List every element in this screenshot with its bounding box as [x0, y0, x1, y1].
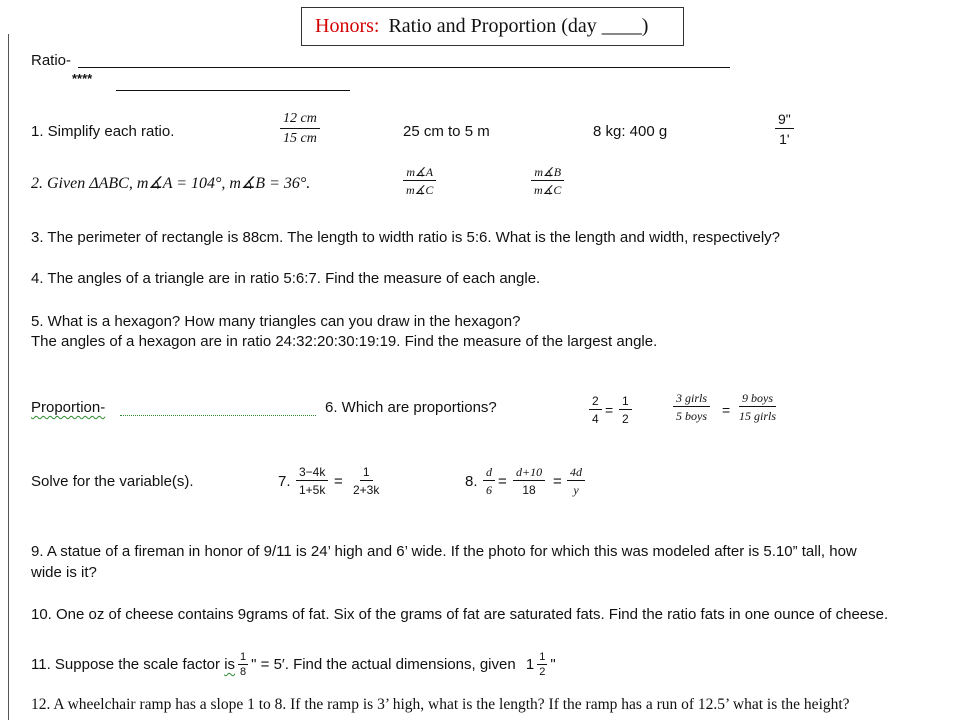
q2-a-numerator: m∡A [403, 166, 436, 181]
page-title: Ratio and Proportion (day ____) [388, 15, 649, 37]
q11-given-fraction [537, 652, 547, 678]
q8-equals-1: = [498, 473, 507, 490]
q8-equals-2: = [553, 473, 562, 490]
q11-frac2-num: 1 [539, 651, 546, 663]
q11-whole: 1 [525, 655, 535, 673]
q8-a-num: d [483, 466, 495, 481]
ratio-definition-blank [78, 67, 730, 68]
ratio-stars: **** [72, 71, 93, 86]
proportion-definition-blank [120, 415, 316, 416]
q8-b-num: d+10 [513, 466, 545, 481]
q7-number: 7. [278, 473, 291, 490]
q11-frac2-den: 2 [539, 666, 546, 678]
q11-prefix: 11. Suppose the scale factor [31, 655, 221, 673]
q7-left-fraction [296, 466, 328, 496]
q6-eq2-left-num: 3 girls [673, 392, 710, 407]
title-prefix: Honors: [315, 15, 380, 37]
q8-a-den: 6 [486, 483, 492, 497]
q1-fraction-a [280, 112, 320, 146]
q6-eq1-equals: = [605, 402, 614, 418]
q5-line1: 5. What is a hexagon? How many triangles can you draw in the hexagon? [31, 313, 521, 330]
q6-eq1-right [619, 395, 632, 425]
proportion-label: Proportion- [31, 399, 106, 416]
title-box [301, 7, 684, 46]
q1-fraction-d [775, 112, 794, 146]
q8-fraction-a [483, 466, 495, 496]
q12-text: 12. A wheelchair ramp has a slope 1 to 8. If the ramp is 3’ high, what is the length? If the ramp has a run of 12.5’ what is the height? [31, 696, 850, 713]
q6-eq2-equals: = [722, 402, 731, 418]
q11-is: is [224, 655, 236, 673]
ratio-note-blank [116, 90, 350, 91]
q7-right-fraction [350, 466, 382, 496]
q5-line2: The angles of a hexagon are in ratio 24:32:20:30:19:19. Find the measure of the largest angle. [31, 333, 658, 350]
q7-right-num: 1 [360, 466, 373, 481]
q1-text: 1. Simplify each ratio. [31, 123, 175, 140]
q2-text: 2. Given ΔABC, m∡A = 104°, m∡B = 36°. [31, 175, 311, 192]
q6-eq2-left-den: 5 boys [676, 409, 707, 423]
q1-a-denominator: 15 cm [283, 131, 317, 146]
q1-d-denominator: 1' [779, 131, 790, 147]
q6-eq1-left-den: 4 [592, 412, 599, 426]
q6-eq1-left-num: 2 [589, 395, 602, 410]
q3-text: 3. The perimeter of rectangle is 88cm. The length to width ratio is 5:6. What is the length and width, respectively? [31, 229, 781, 246]
q2-fraction-a [403, 166, 436, 196]
q8-c-num: 4d [567, 466, 585, 481]
q11-scale-fraction [238, 652, 248, 678]
q8-b-den: 18 [522, 483, 536, 497]
q9-line1: 9. A statue of a fireman in honor of 9/11 is 24’ high and 6’ wide. If the photo for which this was modeled after is 5.10” tall, how [31, 543, 857, 560]
q8-number: 8. [465, 473, 478, 490]
solve-label: Solve for the variable(s). [31, 473, 194, 490]
q2-fraction-b [531, 166, 564, 196]
q11-suffix: " [550, 655, 556, 673]
q6-eq2-right [736, 392, 779, 422]
q1-item-b: 25 cm to 5 m [403, 123, 490, 140]
q7-right-den: 2+3k [353, 483, 380, 497]
q7-equals: = [334, 473, 343, 490]
q7-left-num: 3−4k [296, 466, 328, 481]
q6-text: 6. Which are proportions? [325, 399, 497, 416]
q7-left-den: 1+5k [299, 483, 326, 497]
q6-eq1-right-den: 2 [622, 412, 629, 426]
ratio-label: Ratio- [31, 52, 72, 69]
q6-eq1-left [589, 395, 602, 425]
q6-eq1-right-num: 1 [619, 395, 632, 410]
q8-fraction-c [567, 466, 585, 496]
q9-line2: wide is it? [31, 564, 97, 581]
q4-text: 4. The angles of a triangle are in ratio 5:6:7. Find the measure of each angle. [31, 270, 541, 287]
q6-eq2-left [673, 392, 710, 422]
q1-d-numerator: 9" [775, 112, 794, 129]
q2-a-denominator: m∡C [406, 183, 434, 197]
q11-frac-num: 1 [240, 651, 247, 663]
q11-frac-den: 8 [240, 666, 247, 678]
q8-fraction-b [513, 466, 545, 496]
q11-middle: " = 5′. Find the actual dimensions, given [251, 655, 516, 673]
q1-a-numerator: 12 cm [280, 112, 320, 129]
q6-eq2-right-den: 15 girls [739, 409, 777, 423]
q11-line [31, 652, 556, 678]
q10-text: 10. One oz of cheese contains 9grams of fat. Six of the grams of fat are saturated fats. Find the ratio fats in one ounce of cheese. [31, 606, 889, 623]
q2-b-numerator: m∡B [531, 166, 564, 181]
q2-b-denominator: m∡C [534, 183, 562, 197]
q6-eq2-right-num: 9 boys [739, 392, 776, 407]
q1-item-c: 8 kg: 400 g [593, 123, 668, 140]
left-margin-rule [8, 34, 9, 720]
q8-c-den: y [573, 483, 579, 497]
